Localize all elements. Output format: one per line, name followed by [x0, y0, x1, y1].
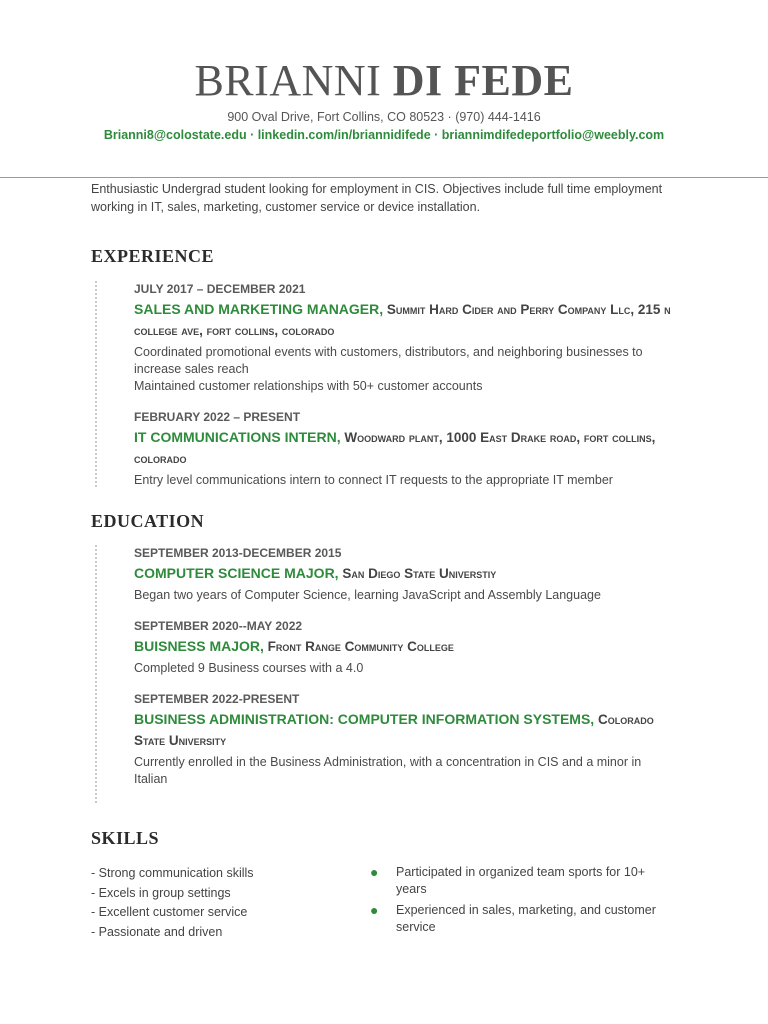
skill-bullet-item: [370, 864, 670, 898]
skills-list-left: [91, 864, 341, 942]
experience-heading: EXPERIENCE: [91, 246, 215, 266]
header-divider: [0, 177, 768, 178]
entry-org: Summit Hard Cider and Perry Company Llc, 215 n college ave, fort collins, colorado: [134, 302, 671, 338]
skills-list-right: [370, 864, 670, 940]
entry-description: Entry level communications intern to connect IT requests to the appropriate IT member: [134, 473, 613, 487]
bullet-icon: ●: [370, 902, 379, 918]
entry-role: [134, 299, 674, 341]
entry-org: Woodward plant, 1000 East Drake road, fort collins, colorado: [134, 430, 656, 466]
entry-description: Coordinated promotional events with customers, distributors, and neighboring businesses to increase sales reach: [134, 345, 643, 376]
entry-description: Maintained customer relationships with 50+ customer accounts: [134, 379, 483, 393]
skill-item: Participated in organized team sports for 10+ years: [396, 865, 646, 896]
entry-description: Completed 9 Business courses with a 4.0: [134, 661, 364, 675]
bullet-icon: ●: [370, 864, 379, 880]
skill-item: - Passionate and driven: [91, 924, 223, 939]
skill-bullet-item: [370, 902, 670, 936]
experience-block: [95, 281, 674, 487]
education-block: [95, 545, 674, 803]
experience-entry: [134, 281, 674, 395]
education-entry: [134, 691, 674, 788]
resume-header: [0, 56, 768, 144]
skills-heading: SKILLS: [91, 828, 160, 848]
education-heading: EDUCATION: [91, 511, 205, 531]
first-name: BRIANNI: [194, 56, 382, 105]
entry-role: [134, 427, 674, 469]
skill-item: - Strong communication skills: [91, 866, 254, 880]
skill-item: - Excels in group settings: [91, 885, 231, 900]
last-name: DI FEDE: [392, 56, 574, 105]
entry-role: [134, 636, 674, 657]
entry-date: JULY 2017 – DECEMBER 2021: [134, 282, 306, 296]
entry-date: SEPTEMBER 2013-DECEMBER 2015: [134, 546, 342, 560]
candidate-name: [0, 56, 768, 106]
entry-date: SEPTEMBER 2020--MAY 2022: [134, 619, 303, 633]
entry-role: [134, 563, 674, 584]
entry-org: Colorado State University: [134, 712, 654, 748]
entry-role: [134, 709, 674, 751]
entry-title: SALES AND MARKETING MANAGER,: [134, 301, 384, 317]
entry-title: BUISNESS MAJOR,: [134, 638, 264, 654]
education-entry: [134, 545, 674, 604]
skill-item: Experienced in sales, marketing, and customer service: [396, 903, 656, 934]
entry-date: SEPTEMBER 2022-PRESENT: [134, 692, 300, 706]
education-entry: [134, 618, 674, 677]
entry-date: FEBRUARY 2022 – PRESENT: [134, 410, 301, 424]
entry-org: Front Range Community College: [263, 639, 454, 654]
entry-description: Currently enrolled in the Business Administration, with a concentration in CIS and a minor in Italian: [134, 755, 642, 786]
entry-org: San Diego State Universtiy: [338, 566, 497, 581]
skill-item: - Excellent customer service: [91, 905, 248, 919]
entry-title: BUSINESS ADMINISTRATION: COMPUTER INFORMATION SYSTEMS,: [134, 711, 595, 727]
entry-title: COMPUTER SCIENCE MAJOR,: [134, 565, 339, 581]
address-line: 900 Oval Drive, Fort Collins, CO 80523 · (970) 444-1416: [227, 110, 541, 124]
entry-title: IT COMMUNICATIONS INTERN,: [134, 429, 341, 445]
objective-text: Enthusiastic Undergrad student looking for employment in CIS. Objectives include full time employment working in IT, sales, marketing, customer service or device installation.: [91, 182, 663, 214]
entry-description: Began two years of Computer Science, learning JavaScript and Assembly Language: [134, 588, 601, 602]
experience-entry: [134, 409, 674, 489]
contact-line[interactable]: Brianni8@colostate.edu · linkedin.com/in/briannidifede · briannimdifedeportfolio@weebly.com: [103, 128, 665, 142]
